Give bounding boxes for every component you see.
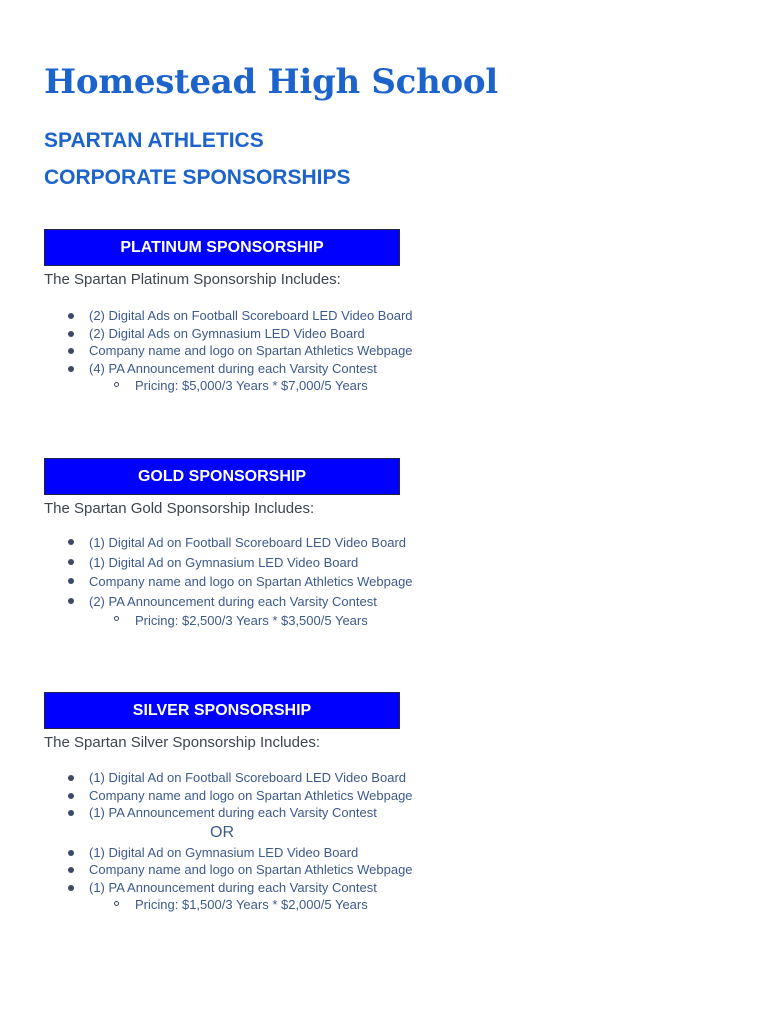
list-item [44,787,484,805]
platinum-benefits-list [44,307,484,377]
bullet-icon [68,366,74,372]
list-item [44,553,484,573]
list-item [44,307,484,325]
list-item [44,879,484,897]
pricing-text: Pricing: $2,500/3 Years * $3,500/5 Years [135,613,368,628]
bullet-icon [68,331,74,337]
benefit-text: Company name and logo on Spartan Athletics Webpage [89,862,413,877]
list-item [44,360,484,378]
gold-banner: GOLD SPONSORSHIP [44,458,400,495]
benefit-text: (1) PA Announcement during each Varsity Contest [89,805,377,820]
benefit-text: (1) Digital Ad on Football Scoreboard LED Video Board [89,535,407,550]
platinum-section [44,229,484,395]
gold-intro: The Spartan Gold Sponsorship Includes: [44,500,315,517]
benefit-text: (2) Digital Ads on Football Scoreboard LED Video Board [89,308,413,323]
bullet-icon [68,598,74,604]
benefit-text: (2) PA Announcement during each Varsity Contest [89,593,377,609]
silver-pricing [44,896,484,914]
bullet-icon [68,775,74,781]
benefit-text: (2) Digital Ads on Gymnasium LED Video Board [89,325,365,341]
list-item [44,844,484,862]
platinum-intro: The Spartan Platinum Sponsorship Includes: [44,271,341,288]
benefit-text: Company name and logo on Spartan Athletics Webpage [89,787,413,803]
bullet-icon [68,313,74,319]
bullet-icon [68,539,74,545]
bullet-icon [68,793,74,799]
platinum-pricing [44,377,484,395]
platinum-banner: PLATINUM SPONSORSHIP [44,229,400,266]
list-item [44,533,484,553]
pricing-text: Pricing: $1,500/3 Years * $2,000/5 Years [135,897,368,912]
benefit-text: (4) PA Announcement during each Varsity Contest [89,360,377,376]
sponsorships-heading: CORPORATE SPONSORSHIPS [44,166,351,189]
bullet-icon [68,850,74,856]
bullet-icon [68,867,74,873]
bullet-icon [68,559,74,565]
bullet-icon [68,810,74,816]
or-separator: OR [210,823,234,841]
benefit-text: Company name and logo on Spartan Athletics Webpage [89,343,413,358]
benefit-text: (1) Digital Ad on Gymnasium LED Video Board [89,844,359,860]
gold-benefits-list [44,533,484,611]
list-item [44,769,484,787]
list-item [44,572,484,592]
silver-banner: SILVER SPONSORSHIP [44,692,400,729]
athletics-heading: SPARTAN ATHLETICS [44,129,264,152]
pricing-text: Pricing: $5,000/3 Years * $7,000/5 Years [135,378,368,393]
hollow-bullet-icon [114,382,119,387]
gold-pricing [44,611,484,631]
list-item [44,325,484,343]
list-item [44,342,484,360]
bullet-icon [68,885,74,891]
school-title: Homestead High School [44,62,498,102]
hollow-bullet-icon [114,616,119,621]
benefit-text: (1) PA Announcement during each Varsity Contest [89,879,377,895]
silver-benefits-list-b [44,844,484,897]
benefit-text: (1) Digital Ad on Football Scoreboard LED Video Board [89,770,407,785]
benefit-text: Company name and logo on Spartan Athletics Webpage [89,574,413,589]
bullet-icon [68,578,74,584]
silver-section [44,692,484,914]
bullet-icon [68,348,74,354]
list-item [44,592,484,612]
silver-benefits-list-a [44,769,484,822]
gold-section [44,458,484,631]
list-item [44,861,484,879]
silver-intro: The Spartan Silver Sponsorship Includes: [44,734,320,751]
hollow-bullet-icon [114,901,119,906]
benefit-text: (1) Digital Ad on Gymnasium LED Video Board [89,554,359,570]
list-item [44,804,484,822]
